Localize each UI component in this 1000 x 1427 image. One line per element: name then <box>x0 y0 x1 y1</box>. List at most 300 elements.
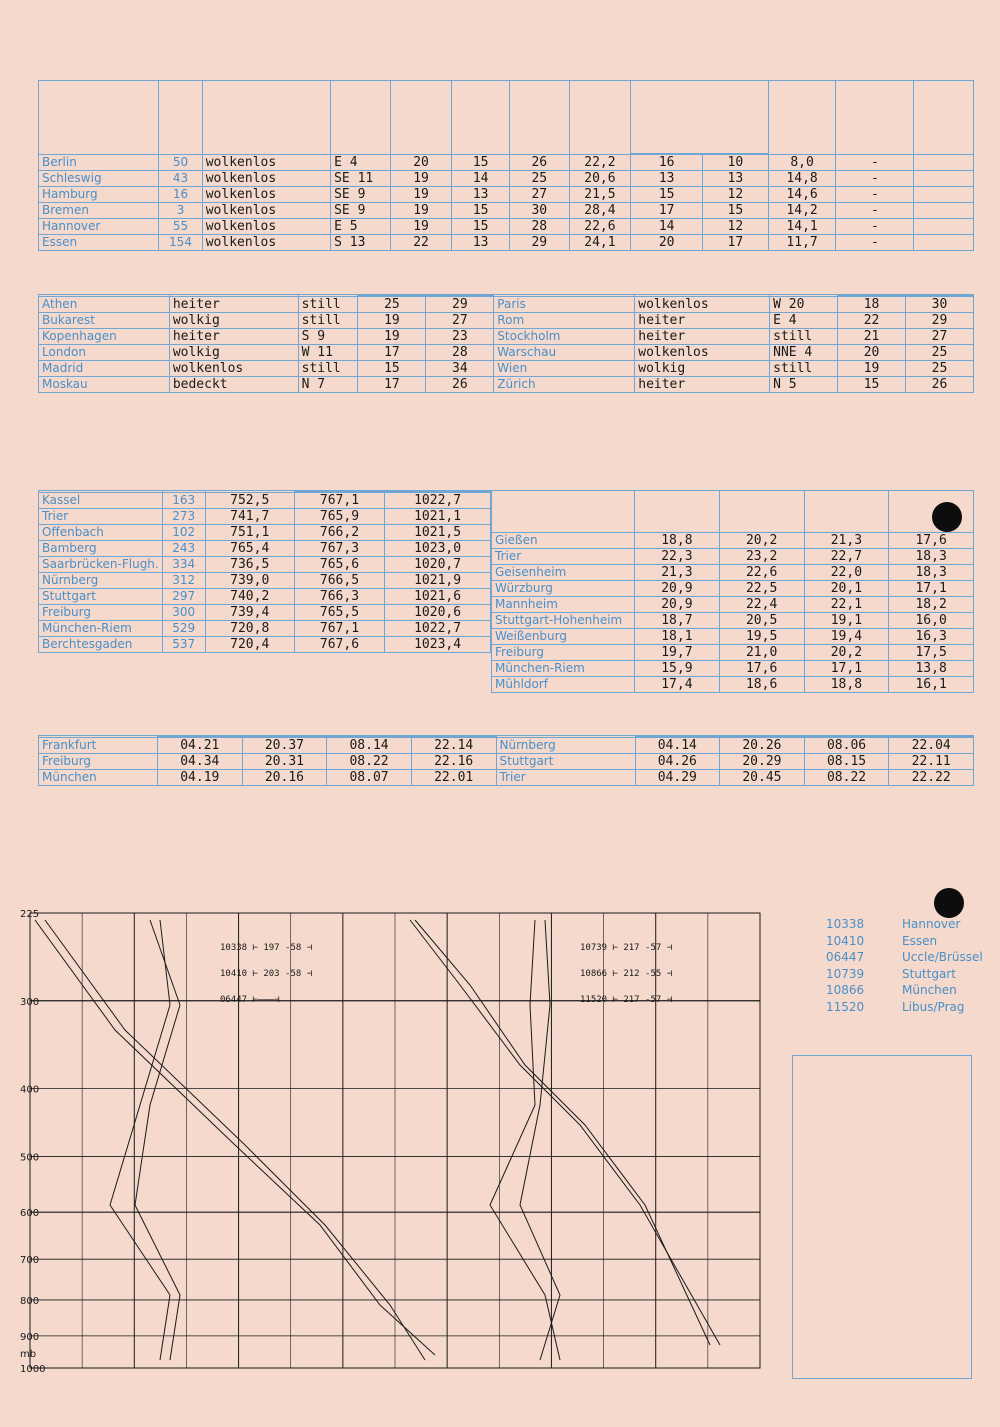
precip-cell: - <box>836 203 914 219</box>
sunrise-cell: 04.21 <box>158 738 243 754</box>
mb-cell: 1022,7 <box>385 621 491 637</box>
table-row <box>492 597 974 613</box>
max-cell: 29 <box>509 235 569 251</box>
station-cell: Hamburg <box>39 187 159 203</box>
ground-cell: 12 <box>703 187 769 203</box>
station-name: Libus/Prag <box>902 999 965 1014</box>
weather-cell: bedeckt <box>169 377 298 393</box>
legend-row <box>826 999 996 1016</box>
dewpoint-cell: 15 <box>452 155 510 171</box>
mm-cell: 720,4 <box>205 637 294 653</box>
depth20-cell: 21,0 <box>719 645 804 661</box>
temp-cell: 19 <box>390 219 452 235</box>
depth10-cell: 21,3 <box>635 565 720 581</box>
temp-cell: 17 <box>358 345 426 361</box>
wind-cell: still <box>298 297 358 313</box>
weather-cell: wolkenlos <box>202 203 330 219</box>
sunrise-cell: 04.29 <box>635 770 720 786</box>
precip-cell: - <box>836 171 914 187</box>
depth10-cell: 18,7 <box>635 613 720 629</box>
min-cell: 13 <box>631 171 703 187</box>
temp-cell: 19 <box>390 203 452 219</box>
dewpoint-cell: 13 <box>452 187 510 203</box>
mb-cell: 1021,6 <box>385 589 491 605</box>
station-cell: München-Riem <box>492 661 635 677</box>
sounding-curve <box>135 920 180 1360</box>
mm-cell: 736,5 <box>205 557 294 573</box>
sounding-curve <box>520 920 560 1360</box>
mb-cell: 1023,4 <box>385 637 491 653</box>
pressure-tick: 1000 <box>20 1364 46 1375</box>
depth100-cell: 17,5 <box>889 645 974 661</box>
station-id: 10338 <box>826 917 865 931</box>
wind-cell: W 20 <box>770 297 838 313</box>
height-cell: 273 <box>162 509 205 525</box>
mm-sea-cell: 766,5 <box>294 573 384 589</box>
station-id: 10739 <box>826 966 865 981</box>
moonset-cell: 22.04 <box>889 738 974 754</box>
ground-cell: 15 <box>703 203 769 219</box>
table-row <box>492 613 974 629</box>
precip-cell: - <box>836 219 914 235</box>
weather-cell: heiter <box>635 313 770 329</box>
temp-cell: 19 <box>358 329 426 345</box>
sounding-curve <box>490 920 560 1360</box>
depth20-cell: 18,6 <box>719 677 804 693</box>
table-row <box>492 581 974 597</box>
temp-cell: 18 <box>838 297 906 313</box>
station-name: Essen <box>902 933 938 948</box>
sun-cell: 8,0 <box>768 155 836 171</box>
punch-hole-top <box>932 502 962 532</box>
table-row <box>39 738 974 754</box>
legend-row <box>826 933 996 950</box>
mm-sea-cell: 767,3 <box>294 541 384 557</box>
weather-cell: wolkenlos <box>169 361 298 377</box>
temp-cell: 22 <box>838 313 906 329</box>
depth50-cell: 20,2 <box>804 645 889 661</box>
mb-cell: 1021,9 <box>385 573 491 589</box>
depth100-cell: 18,3 <box>889 549 974 565</box>
key-row: 10739 ⊢ 217 -57 ⊣ <box>580 943 673 953</box>
mm-cell: 741,7 <box>205 509 294 525</box>
key-row: 06447 ⊢———⊣ <box>220 995 280 1005</box>
wind-cell: still <box>298 361 358 377</box>
sun-cell: 14,1 <box>768 219 836 235</box>
height-cell: 537 <box>162 637 205 653</box>
depth100-cell: 17,1 <box>889 581 974 597</box>
table-row <box>39 377 974 393</box>
dewpoint-cell: 14 <box>452 171 510 187</box>
station-cell: Stuttgart <box>496 754 635 770</box>
station-legend <box>826 906 996 1015</box>
table-row <box>492 629 974 645</box>
ausland-table <box>38 294 974 393</box>
depth100-cell: 16,1 <box>889 677 974 693</box>
station-cell: Berchtesgaden <box>39 637 163 653</box>
depth100-cell: 18,2 <box>889 597 974 613</box>
height-cell: 16 <box>159 187 202 203</box>
table-row <box>39 187 974 203</box>
max-cell: 26 <box>426 377 494 393</box>
height-cell: 102 <box>162 525 205 541</box>
max-cell: 27 <box>509 187 569 203</box>
mm-cell: 739,4 <box>205 605 294 621</box>
moonrise-cell: 08.22 <box>327 754 412 770</box>
station-id: 10410 <box>826 933 865 948</box>
wind-cell: still <box>770 329 838 345</box>
ground-cell: 17 <box>703 235 769 251</box>
station-cell: Nürnberg <box>39 573 163 589</box>
mean-cell: 20,6 <box>569 171 631 187</box>
depth10-cell: 15,9 <box>635 661 720 677</box>
mean-cell: 24,1 <box>569 235 631 251</box>
mm-cell: 752,5 <box>205 493 294 509</box>
height-cell: 297 <box>162 589 205 605</box>
table-row <box>39 155 974 171</box>
max-cell: 34 <box>426 361 494 377</box>
pressure-tick: 300 <box>20 996 40 1008</box>
height-cell: 163 <box>162 493 205 509</box>
sun-cell: 14,2 <box>768 203 836 219</box>
sunset-cell: 20.45 <box>720 770 805 786</box>
table-row <box>39 621 491 637</box>
height-cell: 154 <box>159 235 202 251</box>
table-row <box>39 219 974 235</box>
temp-cell: 19 <box>390 187 452 203</box>
mean-cell: 21,5 <box>569 187 631 203</box>
max-cell: 27 <box>426 313 494 329</box>
temp-cell: 17 <box>358 377 426 393</box>
depth20-cell: 22,6 <box>719 565 804 581</box>
legend-row <box>826 916 996 933</box>
wind-cell: still <box>770 361 838 377</box>
weather-cell: wolkenlos <box>202 155 330 171</box>
table-row <box>39 313 974 329</box>
left-key <box>220 935 312 1013</box>
height-cell: 243 <box>162 541 205 557</box>
max-cell: 28 <box>426 345 494 361</box>
pressure-tick: 500 <box>20 1152 40 1164</box>
wind-cell: E 4 <box>331 155 391 171</box>
station-name: Hannover <box>902 917 961 931</box>
weather-cell: wolkenlos <box>202 219 330 235</box>
depth20-cell: 19,5 <box>719 629 804 645</box>
precip-cell: - <box>836 187 914 203</box>
depth10-cell: 22,3 <box>635 549 720 565</box>
station-cell: Stuttgart-Hohenheim <box>492 613 635 629</box>
mean-cell: 22,2 <box>569 155 631 171</box>
weather-cell: wolkenlos <box>202 235 330 251</box>
key-row: 11520 ⊢ 217 -57 ⊣ <box>580 995 673 1005</box>
erdboden-table <box>491 490 974 693</box>
depth100-cell: 18,3 <box>889 565 974 581</box>
depth10-cell: 20,9 <box>635 581 720 597</box>
depth10-cell: 17,4 <box>635 677 720 693</box>
mb-cell: 1021,5 <box>385 525 491 541</box>
table-row <box>492 661 974 677</box>
astro-table <box>38 735 974 786</box>
table-row <box>492 533 974 549</box>
station-cell: Moskau <box>39 377 170 393</box>
station-id: 11520 <box>826 999 865 1014</box>
depth10-cell: 20,9 <box>635 597 720 613</box>
mb-cell: 1022,7 <box>385 493 491 509</box>
wind-cell: S 13 <box>331 235 391 251</box>
legend-row <box>826 966 996 983</box>
station-cell: Hannover <box>39 219 159 235</box>
pressure-tick: 700 <box>20 1255 40 1267</box>
temp-cell: 21 <box>838 329 906 345</box>
height-cell: 50 <box>159 155 202 171</box>
table-row <box>39 637 491 653</box>
table-row <box>39 493 491 509</box>
legend-row <box>826 982 996 999</box>
temp-cell: 20 <box>838 345 906 361</box>
weather-cell: wolkenlos <box>635 345 770 361</box>
mm-sea-cell: 766,2 <box>294 525 384 541</box>
max-cell: 30 <box>906 297 974 313</box>
station-cell: Rom <box>494 313 635 329</box>
weather-cell: heiter <box>169 329 298 345</box>
temp-cell: 19 <box>390 171 452 187</box>
table-row <box>39 203 974 219</box>
snow-cell <box>914 187 974 203</box>
station-name: Stuttgart <box>902 966 956 981</box>
mm-cell: 739,0 <box>205 573 294 589</box>
station-cell: Mannheim <box>492 597 635 613</box>
depth20-cell: 17,6 <box>719 661 804 677</box>
moonset-cell: 22.14 <box>411 738 496 754</box>
sunset-cell: 20.16 <box>242 770 327 786</box>
wind-cell: S 9 <box>298 329 358 345</box>
depth10-cell: 18,8 <box>635 533 720 549</box>
sunrise-cell: 04.19 <box>158 770 243 786</box>
mm-sea-cell: 765,6 <box>294 557 384 573</box>
station-cell: Frankfurt <box>39 738 158 754</box>
moonset-cell: 22.22 <box>889 770 974 786</box>
dewpoint-cell: 15 <box>452 219 510 235</box>
ground-cell: 12 <box>703 219 769 235</box>
max-cell: 25 <box>906 361 974 377</box>
depth50-cell: 17,1 <box>804 661 889 677</box>
sun-cell: 14,8 <box>768 171 836 187</box>
moonrise-cell: 08.06 <box>804 738 889 754</box>
min-cell: 20 <box>631 235 703 251</box>
weather-cell: heiter <box>635 377 770 393</box>
station-cell: Paris <box>494 297 635 313</box>
max-cell: 26 <box>906 377 974 393</box>
depth50-cell: 19,4 <box>804 629 889 645</box>
table-row <box>492 645 974 661</box>
depth50-cell: 22,0 <box>804 565 889 581</box>
key-row: 10338 ⊢ 197 -58 ⊣ <box>220 943 313 953</box>
table-row <box>39 509 491 525</box>
sunset-cell: 20.26 <box>720 738 805 754</box>
table-row <box>492 549 974 565</box>
height-cell: 529 <box>162 621 205 637</box>
temp-cell: 19 <box>358 313 426 329</box>
wind-cell: SE 9 <box>331 187 391 203</box>
max-cell: 27 <box>906 329 974 345</box>
min-cell: 17 <box>631 203 703 219</box>
station-cell: Mühldorf <box>492 677 635 693</box>
wind-cell: W 11 <box>298 345 358 361</box>
depth50-cell: 18,8 <box>804 677 889 693</box>
station-id: 10866 <box>826 983 865 997</box>
station-cell: Bremen <box>39 203 159 219</box>
max-cell: 23 <box>426 329 494 345</box>
station-cell: Stockholm <box>494 329 635 345</box>
wind-cell: E 5 <box>331 219 391 235</box>
sunrise-cell: 04.14 <box>635 738 720 754</box>
station-cell: Freiburg <box>39 754 158 770</box>
station-cell: Weißenburg <box>492 629 635 645</box>
depth50-cell: 20,1 <box>804 581 889 597</box>
table-row <box>39 525 491 541</box>
max-cell: 25 <box>509 171 569 187</box>
weather-cell: wolkenlos <box>635 297 770 313</box>
station-cell: Saarbrücken-Flugh. <box>39 557 163 573</box>
moonrise-cell: 08.14 <box>327 738 412 754</box>
station-cell: Nürnberg <box>496 738 635 754</box>
legend-row <box>826 949 996 966</box>
table-row <box>39 297 974 313</box>
precip-cell: - <box>836 155 914 171</box>
max-cell: 29 <box>426 297 494 313</box>
sunset-cell: 20.29 <box>720 754 805 770</box>
mm-sea-cell: 766,3 <box>294 589 384 605</box>
moonrise-cell: 08.07 <box>327 770 412 786</box>
sounding-curve <box>410 920 720 1345</box>
table-row <box>39 589 491 605</box>
temp-cell: 25 <box>358 297 426 313</box>
station-cell: Wien <box>494 361 635 377</box>
mm-sea-cell: 767,1 <box>294 621 384 637</box>
station-cell: Madrid <box>39 361 170 377</box>
depth20-cell: 22,5 <box>719 581 804 597</box>
moonset-cell: 22.11 <box>889 754 974 770</box>
luftdruck-table <box>38 490 491 653</box>
weather-cell: heiter <box>169 297 298 313</box>
station-cell: Gießen <box>492 533 635 549</box>
station-cell: Warschau <box>494 345 635 361</box>
station-cell: Trier <box>492 549 635 565</box>
sun-cell: 14,6 <box>768 187 836 203</box>
pressure-tick: 800 <box>20 1295 40 1307</box>
station-name: Uccle/Brüssel <box>902 950 983 964</box>
ground-cell: 13 <box>703 171 769 187</box>
snow-cell <box>914 171 974 187</box>
mm-sea-cell: 765,9 <box>294 509 384 525</box>
table-row <box>39 557 491 573</box>
station-cell: Athen <box>39 297 170 313</box>
sunset-cell: 20.31 <box>242 754 327 770</box>
wind-cell: still <box>298 313 358 329</box>
ground-cell: 10 <box>703 155 769 171</box>
max-cell: 26 <box>509 155 569 171</box>
moonrise-cell: 08.15 <box>804 754 889 770</box>
table-row <box>39 770 974 786</box>
height-cell: 55 <box>159 219 202 235</box>
table-row <box>39 605 491 621</box>
mb-cell: 1023,0 <box>385 541 491 557</box>
wind-cell: SE 9 <box>331 203 391 219</box>
mm-cell: 720,8 <box>205 621 294 637</box>
mb-cell: 1021,1 <box>385 509 491 525</box>
station-id: 06447 <box>826 950 865 964</box>
station-cell: Würzburg <box>492 581 635 597</box>
snow-cell <box>914 235 974 251</box>
station-cell: Freiburg <box>492 645 635 661</box>
atmosphere-date <box>612 890 629 906</box>
depth100-cell: 16,3 <box>889 629 974 645</box>
station-cell: München <box>39 770 158 786</box>
max-cell: 28 <box>509 219 569 235</box>
depth10-cell: 18,1 <box>635 629 720 645</box>
weather-cell: wolkenlos <box>202 187 330 203</box>
max-cell: 29 <box>906 313 974 329</box>
height-cell: 3 <box>159 203 202 219</box>
pressure-tick: 900 <box>20 1331 40 1343</box>
mm-sea-cell: 767,1 <box>294 493 384 509</box>
pressure-tick: 225 <box>20 909 40 920</box>
wind-cell: SE 11 <box>331 171 391 187</box>
sounding-curve <box>110 920 170 1360</box>
station-cell: Trier <box>496 770 635 786</box>
station-cell: München-Riem <box>39 621 163 637</box>
mb-cell: 1020,7 <box>385 557 491 573</box>
pressure-tick: 400 <box>20 1084 40 1096</box>
depth50-cell: 21,3 <box>804 533 889 549</box>
temp-cell: 15 <box>838 377 906 393</box>
height-cell: 43 <box>159 171 202 187</box>
mm-cell: 740,2 <box>205 589 294 605</box>
depth20-cell: 22,4 <box>719 597 804 613</box>
depth20-cell: 23,2 <box>719 549 804 565</box>
moonset-cell: 22.16 <box>411 754 496 770</box>
depth100-cell: 13,8 <box>889 661 974 677</box>
depth20-cell: 20,5 <box>719 613 804 629</box>
depth100-cell: 16,0 <box>889 613 974 629</box>
wind-cell: N 5 <box>770 377 838 393</box>
wind-cell: NNE 4 <box>770 345 838 361</box>
mean-cell: 22,6 <box>569 219 631 235</box>
weather-cell: wolkig <box>169 313 298 329</box>
station-name: München <box>902 983 957 997</box>
temp-cell: 20 <box>390 155 452 171</box>
station-cell: Offenbach <box>39 525 163 541</box>
table-row <box>492 565 974 581</box>
max-cell: 25 <box>906 345 974 361</box>
max-cell: 30 <box>509 203 569 219</box>
pressure-tick: 600 <box>20 1208 40 1220</box>
height-cell: 300 <box>162 605 205 621</box>
snow-cell <box>914 203 974 219</box>
table-row <box>39 345 974 361</box>
table-row <box>39 361 974 377</box>
station-cell: Zürich <box>494 377 635 393</box>
weather-cell: wolkig <box>169 345 298 361</box>
moonrise-cell: 08.22 <box>804 770 889 786</box>
table-row <box>39 541 491 557</box>
table-row <box>39 754 974 770</box>
height-cell: 334 <box>162 557 205 573</box>
table-row <box>39 235 974 251</box>
wind-cell: E 4 <box>770 313 838 329</box>
temp-cell: 19 <box>838 361 906 377</box>
table-row <box>39 171 974 187</box>
